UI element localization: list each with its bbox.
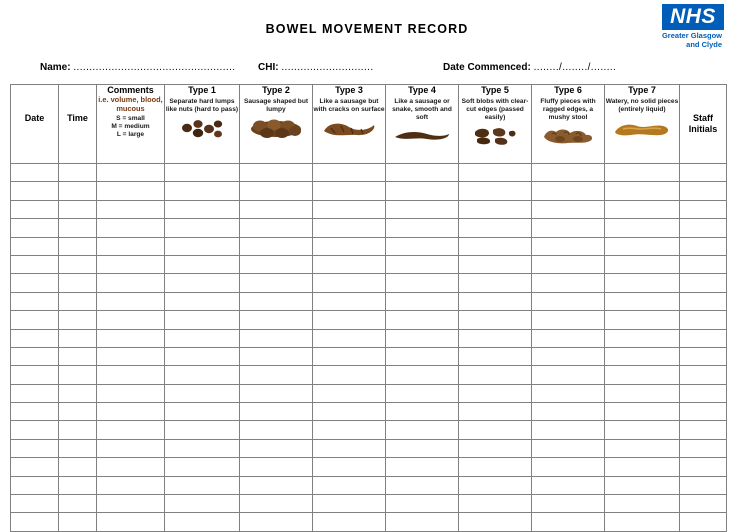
table-cell[interactable]	[165, 164, 240, 182]
table-cell[interactable]	[59, 292, 97, 310]
col-header-type-4	[386, 85, 459, 164]
table-row	[11, 347, 727, 365]
col-header-type-5	[459, 85, 532, 164]
bristol-type-5-icon	[459, 123, 531, 149]
table-cell[interactable]	[240, 495, 313, 513]
table-cell[interactable]	[313, 421, 386, 439]
nhs-board-line1: Greater Glasgow	[661, 31, 722, 40]
table-cell[interactable]	[532, 421, 605, 439]
table-cell[interactable]	[165, 274, 240, 292]
col-header-type-1-desc: Separate hard lumps like nuts (hard to pass)	[165, 98, 239, 113]
table-cell[interactable]	[386, 182, 459, 200]
table-cell[interactable]	[59, 366, 97, 384]
table-cell[interactable]	[11, 329, 59, 347]
table-cell[interactable]	[459, 458, 532, 476]
table-cell[interactable]	[605, 311, 680, 329]
table-cell[interactable]	[59, 458, 97, 476]
col-header-comments-sizes: S = small M = medium L = large	[111, 115, 150, 138]
table-cell[interactable]	[97, 513, 165, 531]
table-cell[interactable]	[459, 495, 532, 513]
table-row	[11, 329, 727, 347]
table-cell[interactable]	[59, 403, 97, 421]
table-cell[interactable]	[386, 329, 459, 347]
table-cell[interactable]	[532, 164, 605, 182]
table-cell[interactable]	[680, 255, 727, 273]
table-cell[interactable]	[459, 274, 532, 292]
table-cell[interactable]	[680, 164, 727, 182]
table-cell[interactable]	[313, 476, 386, 494]
table-cell[interactable]	[97, 274, 165, 292]
table-cell[interactable]	[165, 366, 240, 384]
table-cell[interactable]	[605, 237, 680, 255]
table-cell[interactable]	[605, 274, 680, 292]
field-date-commenced	[443, 62, 616, 73]
table-cell[interactable]	[11, 347, 59, 365]
col-header-comments	[97, 85, 165, 164]
col-header-type-5-label: Type 5	[481, 85, 509, 95]
col-header-type-6-label: Type 6	[554, 85, 582, 95]
table-row	[11, 421, 727, 439]
table-cell[interactable]	[59, 347, 97, 365]
table-cell[interactable]	[459, 292, 532, 310]
field-name-label: Name:	[40, 62, 71, 73]
col-header-comments-subtitle: i.e. volume, blood, mucous	[98, 95, 163, 113]
table-cell[interactable]	[240, 329, 313, 347]
col-header-date	[11, 85, 59, 164]
table-cell[interactable]	[240, 384, 313, 402]
table-cell[interactable]	[11, 237, 59, 255]
table-cell[interactable]	[605, 403, 680, 421]
table-cell[interactable]	[680, 237, 727, 255]
table-row	[11, 164, 727, 182]
table-cell[interactable]	[313, 219, 386, 237]
table-cell[interactable]	[97, 182, 165, 200]
table-cell[interactable]	[680, 458, 727, 476]
table-cell[interactable]	[459, 421, 532, 439]
table-cell[interactable]	[386, 274, 459, 292]
table-cell[interactable]	[11, 513, 59, 531]
col-header-staff-initials-label: Staff Initials	[688, 113, 718, 134]
table-cell[interactable]	[680, 384, 727, 402]
table-cell[interactable]	[11, 219, 59, 237]
col-header-type-2-desc: Sausage shaped but lumpy	[243, 98, 309, 113]
table-cell[interactable]	[313, 495, 386, 513]
table-cell[interactable]	[59, 182, 97, 200]
table-cell[interactable]	[532, 200, 605, 218]
field-chi-label: CHI:	[258, 62, 279, 73]
bowel-record-table	[10, 84, 727, 532]
table-cell[interactable]	[59, 495, 97, 513]
table-cell[interactable]	[605, 458, 680, 476]
table-cell[interactable]	[240, 237, 313, 255]
table-cell[interactable]	[240, 274, 313, 292]
table-cell[interactable]	[532, 219, 605, 237]
col-header-time-label: Time	[67, 113, 88, 123]
table-cell[interactable]	[165, 200, 240, 218]
col-header-type-2	[240, 85, 313, 164]
table-cell[interactable]	[11, 476, 59, 494]
table-cell[interactable]	[459, 513, 532, 531]
table-cell[interactable]	[240, 513, 313, 531]
table-cell[interactable]	[59, 237, 97, 255]
table-cell[interactable]	[240, 200, 313, 218]
table-cell[interactable]	[165, 347, 240, 365]
table-cell[interactable]	[313, 182, 386, 200]
field-date-commenced-label: Date Commenced:	[443, 62, 531, 73]
table-cell[interactable]	[97, 219, 165, 237]
table-cell[interactable]	[680, 495, 727, 513]
table-cell[interactable]	[532, 329, 605, 347]
table-cell[interactable]	[97, 292, 165, 310]
table-cell[interactable]	[240, 255, 313, 273]
table-cell[interactable]	[97, 255, 165, 273]
table-cell[interactable]	[680, 347, 727, 365]
table-cell[interactable]	[313, 255, 386, 273]
col-header-type-4-desc: Like a sausage or snake, smooth and soft	[392, 98, 452, 121]
table-cell[interactable]	[11, 495, 59, 513]
table-row	[11, 182, 727, 200]
table-cell[interactable]	[532, 274, 605, 292]
table-cell[interactable]	[165, 329, 240, 347]
table-cell[interactable]	[605, 164, 680, 182]
table-cell[interactable]	[532, 495, 605, 513]
table-cell[interactable]	[386, 347, 459, 365]
table-header	[11, 85, 727, 164]
col-header-type-3	[313, 85, 386, 164]
table-cell[interactable]	[459, 200, 532, 218]
col-header-type-6-desc: Fluffy pieces with ragged edges, a mushy stool	[540, 98, 596, 121]
table-cell[interactable]	[59, 476, 97, 494]
table-cell[interactable]	[386, 421, 459, 439]
table-cell[interactable]	[605, 513, 680, 531]
table-cell[interactable]	[240, 421, 313, 439]
col-header-type-6	[532, 85, 605, 164]
table-cell[interactable]	[59, 421, 97, 439]
table-cell[interactable]	[11, 164, 59, 182]
table-cell[interactable]	[165, 384, 240, 402]
table-row	[11, 384, 727, 402]
table-cell[interactable]	[165, 237, 240, 255]
table-row	[11, 255, 727, 273]
table-cell[interactable]	[240, 403, 313, 421]
table-row	[11, 513, 727, 531]
table-cell[interactable]	[532, 311, 605, 329]
bristol-type-2-icon	[240, 116, 312, 142]
table-cell[interactable]	[313, 384, 386, 402]
table-body	[11, 164, 727, 532]
table-row	[11, 292, 727, 310]
table-cell[interactable]	[386, 311, 459, 329]
table-cell[interactable]	[386, 513, 459, 531]
table-cell[interactable]	[59, 274, 97, 292]
table-cell[interactable]	[59, 329, 97, 347]
table-cell[interactable]	[240, 292, 313, 310]
table-cell[interactable]	[240, 347, 313, 365]
table-cell[interactable]	[459, 347, 532, 365]
table-cell[interactable]	[680, 182, 727, 200]
table-cell[interactable]	[532, 476, 605, 494]
table-cell[interactable]	[240, 219, 313, 237]
table-cell[interactable]	[240, 366, 313, 384]
table-cell[interactable]	[59, 219, 97, 237]
table-cell[interactable]	[386, 200, 459, 218]
table-cell[interactable]	[459, 255, 532, 273]
table-cell[interactable]	[386, 164, 459, 182]
table-cell[interactable]	[532, 403, 605, 421]
col-header-type-3-desc: Like a sausage but with cracks on surface	[313, 98, 385, 113]
table-cell[interactable]	[97, 384, 165, 402]
table-cell[interactable]	[532, 182, 605, 200]
table-cell[interactable]	[386, 237, 459, 255]
table-cell[interactable]	[459, 182, 532, 200]
col-header-type-1-label: Type 1	[188, 85, 216, 95]
col-header-type-7-label: Type 7	[628, 85, 656, 95]
table-cell[interactable]	[165, 458, 240, 476]
table-cell[interactable]	[605, 495, 680, 513]
bristol-type-6-icon	[532, 123, 604, 149]
table-cell[interactable]	[680, 292, 727, 310]
table-cell[interactable]	[680, 421, 727, 439]
table-header-row	[11, 85, 727, 164]
table-cell[interactable]	[165, 495, 240, 513]
table-cell[interactable]	[386, 255, 459, 273]
nhs-board-line2: and Clyde	[686, 40, 722, 49]
table-cell[interactable]	[11, 292, 59, 310]
table-cell[interactable]	[459, 403, 532, 421]
page-title: BOWEL MOVEMENT RECORD	[265, 22, 469, 36]
col-header-staff-initials	[680, 85, 727, 164]
table-cell[interactable]	[240, 164, 313, 182]
table-cell[interactable]	[680, 200, 727, 218]
field-name	[40, 62, 235, 73]
table-cell[interactable]	[240, 476, 313, 494]
table-row	[11, 366, 727, 384]
col-header-type-4-label: Type 4	[408, 85, 436, 95]
table-cell[interactable]	[459, 329, 532, 347]
table-cell[interactable]	[97, 200, 165, 218]
table-cell[interactable]	[97, 366, 165, 384]
table-cell[interactable]	[605, 219, 680, 237]
col-header-time	[59, 85, 97, 164]
field-chi	[258, 62, 374, 73]
table-cell[interactable]	[313, 329, 386, 347]
table-cell[interactable]	[680, 274, 727, 292]
col-header-type-7-desc: Watery, no solid pieces (entirely liquid)	[605, 98, 679, 113]
table-cell[interactable]	[459, 311, 532, 329]
table-row	[11, 495, 727, 513]
table-cell[interactable]	[97, 329, 165, 347]
table-cell[interactable]	[459, 366, 532, 384]
table-cell[interactable]	[459, 476, 532, 494]
table-cell[interactable]	[605, 421, 680, 439]
table-cell[interactable]	[97, 421, 165, 439]
table-row	[11, 200, 727, 218]
table-row	[11, 403, 727, 421]
table-cell[interactable]	[605, 384, 680, 402]
table-cell[interactable]	[532, 384, 605, 402]
table-cell[interactable]	[165, 255, 240, 273]
table-cell[interactable]	[313, 403, 386, 421]
table-cell[interactable]	[11, 200, 59, 218]
table-cell[interactable]	[59, 384, 97, 402]
table-cell[interactable]	[165, 421, 240, 439]
table-cell[interactable]	[680, 403, 727, 421]
table-cell[interactable]	[313, 274, 386, 292]
table-cell[interactable]	[313, 347, 386, 365]
table-cell[interactable]	[97, 237, 165, 255]
table-cell[interactable]	[97, 164, 165, 182]
field-chi-value[interactable]: .............................	[281, 62, 374, 73]
table-cell[interactable]	[532, 292, 605, 310]
table-cell[interactable]	[605, 329, 680, 347]
table-cell[interactable]	[165, 292, 240, 310]
table-cell[interactable]	[313, 237, 386, 255]
bristol-type-1-icon	[165, 116, 239, 142]
table-cell[interactable]	[11, 182, 59, 200]
table-cell[interactable]	[97, 458, 165, 476]
table-row	[11, 219, 727, 237]
table-cell[interactable]	[313, 200, 386, 218]
table-cell[interactable]	[313, 311, 386, 329]
table-cell[interactable]	[11, 421, 59, 439]
table-cell[interactable]	[97, 495, 165, 513]
table-cell[interactable]	[605, 200, 680, 218]
table-cell[interactable]	[165, 513, 240, 531]
table-cell[interactable]	[313, 366, 386, 384]
table-row	[11, 458, 727, 476]
table-cell[interactable]	[313, 458, 386, 476]
table-cell[interactable]	[11, 366, 59, 384]
table-cell[interactable]	[59, 311, 97, 329]
table-cell[interactable]	[532, 347, 605, 365]
table-cell[interactable]	[97, 311, 165, 329]
table-cell[interactable]	[680, 311, 727, 329]
table-cell[interactable]	[605, 182, 680, 200]
table-cell[interactable]	[165, 476, 240, 494]
table-cell[interactable]	[11, 255, 59, 273]
col-header-type-3-label: Type 3	[335, 85, 363, 95]
table-cell[interactable]	[605, 255, 680, 273]
table-cell[interactable]	[240, 311, 313, 329]
col-header-date-label: Date	[24, 113, 45, 123]
table-cell[interactable]	[165, 311, 240, 329]
table-cell[interactable]	[459, 384, 532, 402]
table-cell[interactable]	[532, 513, 605, 531]
table-cell[interactable]	[680, 219, 727, 237]
table-cell[interactable]	[386, 292, 459, 310]
table-cell[interactable]	[165, 219, 240, 237]
table-cell[interactable]	[386, 384, 459, 402]
table-cell[interactable]	[240, 182, 313, 200]
table-cell[interactable]	[680, 513, 727, 531]
col-header-type-7	[605, 85, 680, 164]
table-row	[11, 311, 727, 329]
table-cell[interactable]	[97, 347, 165, 365]
table-cell[interactable]	[97, 403, 165, 421]
table-cell[interactable]	[11, 274, 59, 292]
table-cell[interactable]	[680, 366, 727, 384]
table-cell[interactable]	[680, 476, 727, 494]
field-name-value[interactable]: ...................................................	[73, 62, 236, 73]
table-cell[interactable]	[459, 164, 532, 182]
table-cell[interactable]	[459, 237, 532, 255]
table-cell[interactable]	[59, 255, 97, 273]
table-cell[interactable]	[59, 513, 97, 531]
table-cell[interactable]	[11, 311, 59, 329]
table-cell[interactable]	[11, 403, 59, 421]
table-cell[interactable]	[313, 292, 386, 310]
col-header-type-1	[165, 85, 240, 164]
table-cell[interactable]	[605, 347, 680, 365]
table-row	[11, 237, 727, 255]
field-date-commenced-value[interactable]: ......../......../........	[533, 62, 617, 73]
table-cell[interactable]	[532, 366, 605, 384]
table-cell[interactable]	[532, 458, 605, 476]
table-cell[interactable]	[386, 458, 459, 476]
table-cell[interactable]	[97, 476, 165, 494]
bristol-type-4-icon	[386, 123, 458, 149]
table-cell[interactable]	[605, 292, 680, 310]
table-cell[interactable]	[59, 200, 97, 218]
table-cell[interactable]	[165, 182, 240, 200]
nhs-logo-text: NHS	[662, 4, 724, 30]
table-cell[interactable]	[459, 219, 532, 237]
table-cell[interactable]	[59, 164, 97, 182]
table-cell[interactable]	[11, 384, 59, 402]
col-header-type-2-label: Type 2	[262, 85, 290, 95]
col-header-comments-label: Comments	[107, 85, 154, 95]
table-cell[interactable]	[605, 476, 680, 494]
table-cell[interactable]	[386, 366, 459, 384]
table-cell[interactable]	[313, 513, 386, 531]
table-cell[interactable]	[532, 255, 605, 273]
table-cell[interactable]	[386, 403, 459, 421]
header-fields	[0, 62, 734, 80]
bristol-type-3-icon	[313, 116, 385, 142]
table-row	[11, 274, 727, 292]
table-cell[interactable]	[386, 495, 459, 513]
table-cell[interactable]	[386, 476, 459, 494]
table-cell[interactable]	[605, 366, 680, 384]
table-cell[interactable]	[240, 458, 313, 476]
table-cell[interactable]	[386, 219, 459, 237]
table-cell[interactable]	[165, 403, 240, 421]
table-cell[interactable]	[313, 164, 386, 182]
table-row	[11, 476, 727, 494]
table-cell[interactable]	[11, 458, 59, 476]
col-header-type-5-desc: Soft blobs with clear-cut edges (passed easily)	[461, 98, 529, 121]
table-cell[interactable]	[680, 329, 727, 347]
bristol-type-7-icon	[605, 116, 679, 142]
table-cell[interactable]	[532, 237, 605, 255]
